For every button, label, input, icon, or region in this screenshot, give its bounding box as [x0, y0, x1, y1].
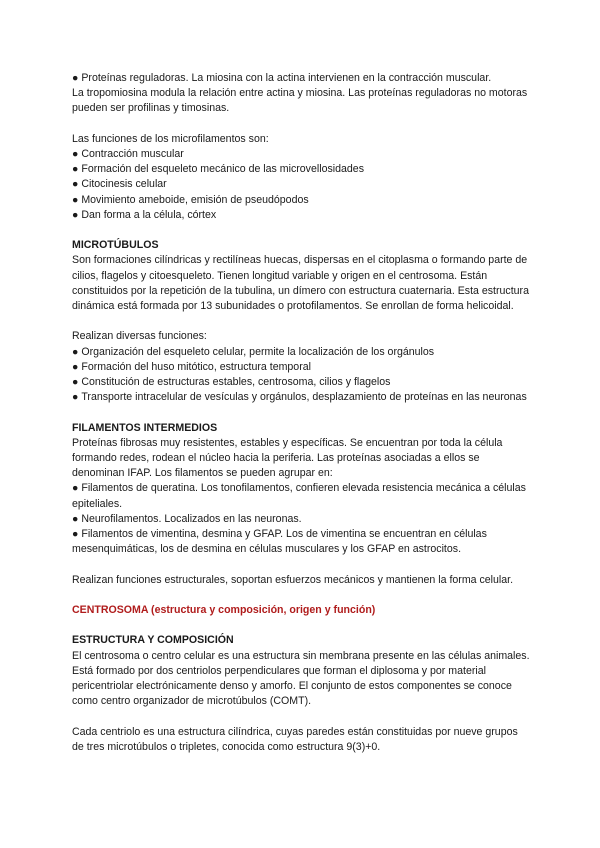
microfilamentos-list — [72, 147, 532, 223]
spacer — [72, 405, 532, 420]
microtubulos-body: Son formaciones cilíndricas y rectilíneas huecas, dispersas en el citoplasma o formando parte de cilios, flagelos y citoesqueleto. Tienen longitud variable y origen en el centrosoma. Están constituidos por la repetición de la tubulina, un dímero con estructura cuaternaria. Esta estructura dinámica está formada por 13 subunidades o protofilamentos. Se enrollan de forma helicoidal. — [72, 254, 529, 313]
spacer — [72, 117, 532, 132]
spacer — [72, 557, 532, 572]
spacer — [72, 709, 532, 724]
centrosoma-title: CENTROSOMA (estructura y composición, origen y función) — [72, 604, 376, 617]
microtubulos-heading: MICROTÚBULOS — [72, 239, 159, 252]
list-item: ● Dan forma a la célula, córtex — [72, 208, 532, 223]
list-item: ● Organización del esqueleto celular, permite la localización de los orgánulos — [72, 345, 532, 360]
spacer — [72, 223, 532, 238]
centrosoma-body: El centrosoma o centro celular es una estructura sin membrana presente en las células animales. Está formado por dos centriolos perpendiculares que forman el diplosoma y por material pericentriolar electrónicamente denso y amorfo. El conjunto de estos componentes se conoce como centro organizador de microtúbulos (COMT). — [72, 649, 530, 708]
microfilamentos-intro: Las funciones de los microfilamentos son: — [72, 132, 269, 145]
spacer — [72, 588, 532, 603]
list-item: ● Constitución de estructuras estables, centrosoma, cilios y flagelos — [72, 375, 532, 390]
list-item: ● Filamentos de queratina. Los tonofilamentos, confieren elevada resistencia mecánica a células epiteliales. — [72, 481, 532, 511]
centriolo-text: Cada centriolo es una estructura cilíndrica, cuyas paredes están constituidas por nueve grupos de tres microtúbulos o tripletes, conocida como estructura 9(3)+0. — [72, 725, 518, 753]
reguladoras-bullet: ● Proteínas reguladoras. La miosina con la actina intervienen en la contracción muscular. — [72, 71, 532, 86]
microtubulos-intro: Realizan diversas funciones: — [72, 330, 207, 343]
list-item: ● Neurofilamentos. Localizados en las neuronas. — [72, 512, 532, 527]
text-column — [72, 71, 532, 755]
list-item: ● Citocinesis celular — [72, 177, 532, 192]
microtubulos-list — [72, 345, 532, 406]
spacer — [72, 314, 532, 329]
filamentos-body: Proteínas fibrosas muy resistentes, estables y específicas. Se encuentran por toda la célula formando redes, rodean el núcleo hacia la periferia. Las proteínas asociadas a ellos se denominan IFAP. Los filamentos se pueden agrupar en: — [72, 436, 503, 480]
list-item: ● Formación del huso mitótico, estructura temporal — [72, 360, 532, 375]
estructura-heading: ESTRUCTURA Y COMPOSICIÓN — [72, 634, 234, 647]
list-item: ● Contracción muscular — [72, 147, 532, 162]
filamentos-list — [72, 481, 532, 557]
list-item: ● Transporte intracelular de vesículas y orgánulos, desplazamiento de proteínas en las neuronas — [72, 390, 532, 405]
list-item: ● Formación del esqueleto mecánico de las microvellosidades — [72, 162, 532, 177]
list-item: ● Movimiento ameboide, emisión de pseudópodos — [72, 193, 532, 208]
filamentos-closing: Realizan funciones estructurales, soportan esfuerzos mecánicos y mantienen la forma celular. — [72, 573, 514, 586]
reguladoras-text: La tropomiosina modula la relación entre actina y miosina. Las proteínas reguladoras no motoras pueden ser profilinas y timosinas. — [72, 87, 528, 115]
list-item: ● Filamentos de vimentina, desmina y GFAP. Los de vimentina se encuentran en células mesenquimáticas, los de desmina en células musculares y los GFAP en astrocitos. — [72, 527, 532, 557]
filamentos-heading: FILAMENTOS INTERMEDIOS — [72, 421, 218, 434]
spacer — [72, 618, 532, 633]
